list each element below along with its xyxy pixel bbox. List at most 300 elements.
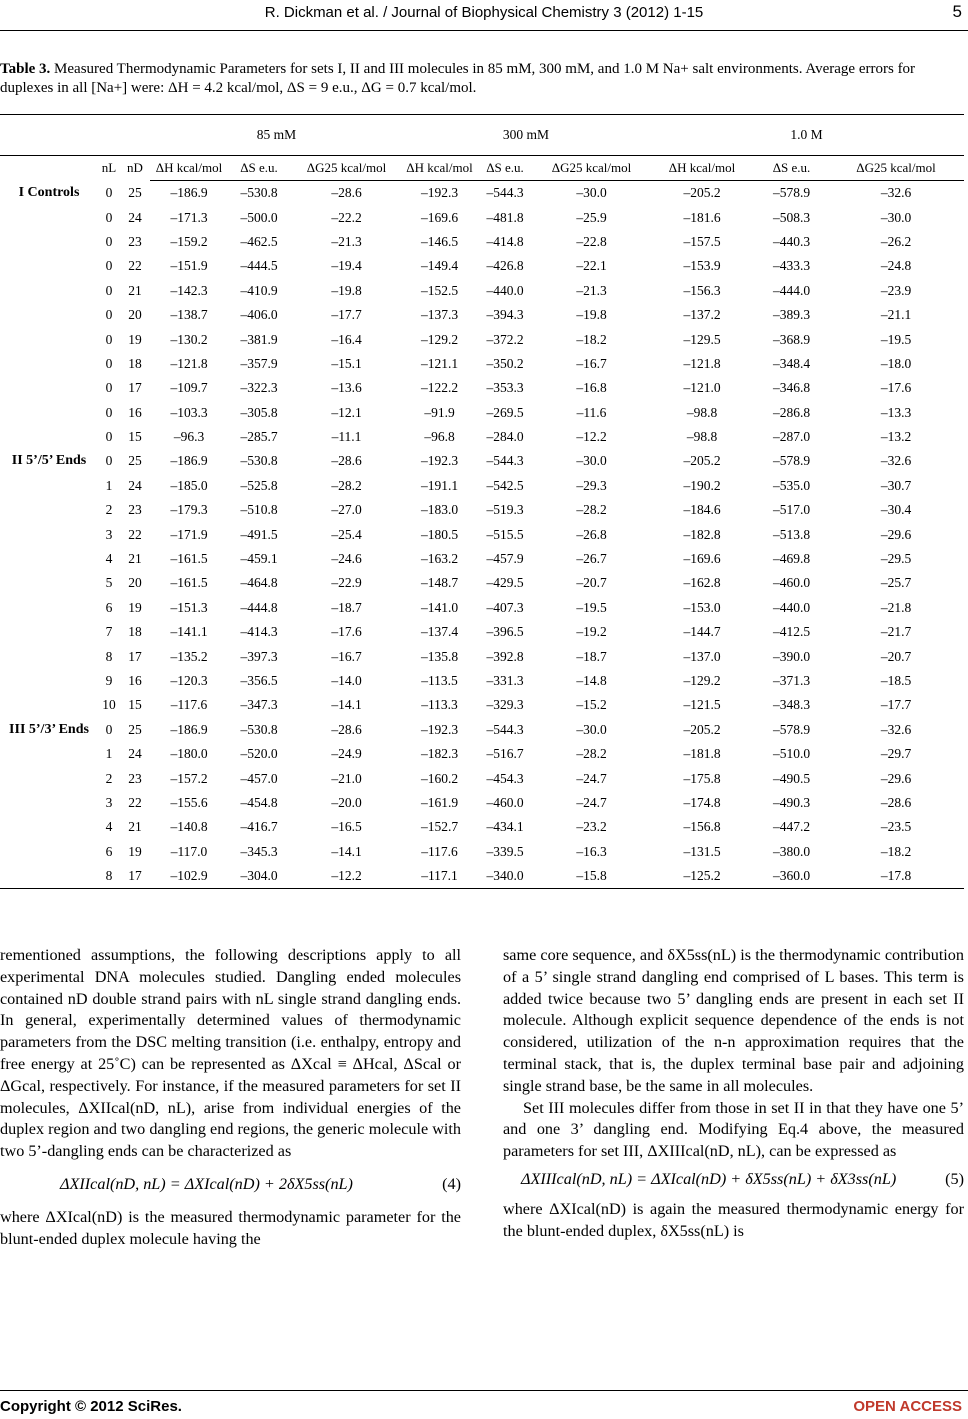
table-cell: –444.8 <box>240 599 278 615</box>
table-cell: –350.2 <box>486 355 524 371</box>
table-cell: –17.7 <box>880 697 912 713</box>
section-label-cell <box>0 376 98 400</box>
section-label-cell <box>0 815 98 839</box>
table-row <box>0 401 964 425</box>
table-cell: –434.1 <box>486 819 524 835</box>
table-cell: –125.2 <box>649 864 755 889</box>
table-row <box>0 303 964 327</box>
body-column-left <box>0 945 461 1251</box>
table-row <box>0 620 964 644</box>
table-cell: –121.8 <box>683 355 721 371</box>
table-cell: 18 <box>128 624 142 640</box>
table-cell: –25.9 <box>576 209 607 225</box>
table-cell: –120.3 <box>170 673 208 688</box>
table-cell: –19.2 <box>576 624 607 640</box>
table-cell: –192.3 <box>420 721 459 737</box>
table-cell: 8 <box>98 864 120 889</box>
table-cell: –11.1 <box>331 429 362 445</box>
table-cell: –151.3 <box>170 599 208 615</box>
table-cell: 0 <box>105 404 113 420</box>
column-header: ΔS e.u. <box>228 156 290 181</box>
section-label-cell <box>0 205 98 229</box>
table-cell: 0 <box>105 355 113 371</box>
table-cell: 18 <box>128 355 142 371</box>
table-cell: –578.9 <box>772 721 811 737</box>
table-cell: 0 <box>105 233 113 249</box>
table-cell: –19.4 <box>331 258 362 274</box>
caption-label: Table 3. <box>0 61 51 77</box>
salt-group-header: 300 mM <box>403 115 649 156</box>
table-cell: –21.3 <box>331 233 362 249</box>
table-cell: –182.3 <box>420 746 459 762</box>
table-cell: –32.6 <box>880 453 912 469</box>
table-cell: –22.8 <box>576 233 607 249</box>
paragraph: where ΔXIcal(nD) is the measured thermodynamic parameter for the blunt-ended duplex molecule having the <box>0 1207 461 1248</box>
table-cell: –444.5 <box>240 258 278 274</box>
table-cell: –129.5 <box>683 331 721 347</box>
table-cell: –578.9 <box>772 453 811 469</box>
table-cell: –444.0 <box>772 282 811 298</box>
table-cell: –148.7 <box>420 575 459 591</box>
table-cell: –24.7 <box>576 794 607 810</box>
section-label-cell <box>0 596 98 620</box>
table-cell: –16.5 <box>331 819 362 835</box>
table-cell: –185.0 <box>170 477 208 493</box>
table-row <box>0 766 964 790</box>
table-cell: 0 <box>105 721 113 737</box>
table-cell: –121.1 <box>420 355 459 371</box>
table-cell: –23.5 <box>880 819 912 835</box>
table-cell: –16.7 <box>331 648 362 664</box>
table-cell: –146.5 <box>420 233 459 249</box>
table-cell: –141.0 <box>420 599 459 615</box>
table-cell: –131.5 <box>683 843 721 859</box>
table-cell: –186.9 <box>170 185 208 201</box>
table-cell: –171.3 <box>170 209 208 225</box>
table-cell: –144.7 <box>683 624 721 640</box>
table-cell: –25.7 <box>880 575 912 591</box>
table-cell: –440.0 <box>772 599 811 615</box>
table-cell: –18.0 <box>880 355 912 371</box>
table-cell: –454.3 <box>486 770 524 786</box>
table-cell: –368.9 <box>772 331 811 347</box>
table-cell: 6 <box>105 843 113 859</box>
table-cell: 22 <box>128 526 142 542</box>
column-header: nL <box>98 156 120 181</box>
table-cell: –515.5 <box>486 526 524 542</box>
table-cell: –304.0 <box>228 864 290 889</box>
table-row <box>0 815 964 839</box>
table-row <box>0 522 964 546</box>
table-cell: 15 <box>128 697 142 713</box>
table-cell: 10 <box>102 697 116 713</box>
table-cell: –27.0 <box>331 502 362 518</box>
table-cell: –12.2 <box>290 864 403 889</box>
table-row <box>0 254 964 278</box>
table-cell: –160.2 <box>420 770 459 786</box>
salt-group-header: 1.0 M <box>649 115 964 156</box>
table-cell: –394.3 <box>486 307 524 323</box>
equation-number: (5) <box>945 1169 964 1188</box>
table-cell: –24.7 <box>576 770 607 786</box>
salt-group-header: 85 mM <box>150 115 403 156</box>
table-cell: –396.5 <box>486 624 524 640</box>
table-cell: –19.8 <box>576 307 607 323</box>
table-cell: –155.6 <box>170 794 208 810</box>
table-cell: –17.8 <box>828 864 964 889</box>
table-cell: –284.0 <box>486 429 524 445</box>
table-row <box>0 596 964 620</box>
table-cell: 19 <box>128 331 142 347</box>
equation-number: (4) <box>442 1174 461 1193</box>
table-cell: –462.5 <box>240 233 278 249</box>
table-cell: –180.5 <box>420 526 459 542</box>
table-cell: –21.8 <box>880 599 912 615</box>
table-cell: –286.8 <box>772 404 811 420</box>
table-cell: 0 <box>105 380 113 396</box>
table-cell: –13.6 <box>331 380 362 396</box>
paragraph: rementioned assumptions, the following descriptions apply to all experimental DNA molecules studied. Dangling ended molecules contained nD double strand pairs with nL single strand dangling ends. In general, experimentally determined values of thermodynamic parameters from the DSC melting transition (i.e. enthalpy, entropy and free energy at 25˚C) can be represented as ΔXcal ≡ ΔHcal, ΔScal or ΔGcal, respectively. For instance, if the measured parameters for set II molecules, ΔXIIcal(nD, nL), arise from individual energies of the duplex region and two dangling end regions, the generic molecule with two 5’-dangling ends can be characterized as <box>0 946 461 1161</box>
table-cell: –117.0 <box>170 843 208 859</box>
table-cell: 1 <box>105 477 113 493</box>
table-cell: –269.5 <box>486 404 524 420</box>
section-label-cell <box>0 327 98 351</box>
table-cell: –14.0 <box>331 673 362 688</box>
table-cell: –161.5 <box>170 551 208 567</box>
table-cell: –137.4 <box>420 624 459 640</box>
table-cell: –157.5 <box>683 233 721 249</box>
section-label-cell <box>0 864 98 889</box>
table-cell: –191.1 <box>420 477 459 493</box>
section-label-cell <box>0 254 98 278</box>
table-cell: 0 <box>105 331 113 347</box>
table-cell: 6 <box>105 599 113 615</box>
section-label-cell <box>0 620 98 644</box>
table-cell: –117.6 <box>421 843 458 859</box>
table-cell: –16.4 <box>331 331 362 347</box>
table-cell: –519.3 <box>486 502 524 518</box>
table-cell: –152.7 <box>420 819 459 835</box>
table-cell: –530.8 <box>240 721 278 737</box>
section-label-cell <box>0 425 98 449</box>
table-cell: –91.9 <box>424 404 455 420</box>
table-cell: –135.2 <box>170 648 208 664</box>
section-label-cell <box>0 303 98 327</box>
equation-text: ΔXIIcal(nD, nL) = ΔXIcal(nD) + 2δX5ss(nL) <box>60 1174 353 1193</box>
table-cell: –137.3 <box>420 307 459 323</box>
table-cell: –530.8 <box>240 185 278 201</box>
table-cell: –30.7 <box>880 477 912 493</box>
section-label-cell <box>0 474 98 498</box>
table-cell: –544.3 <box>486 453 524 469</box>
section-label-cell <box>0 352 98 376</box>
table-cell: –17.7 <box>331 307 362 323</box>
table-cell: 0 <box>105 282 113 298</box>
table-caption <box>0 60 964 98</box>
header-rule <box>0 30 968 31</box>
table-cell: 24 <box>128 209 142 225</box>
table-cell: –381.9 <box>240 331 278 347</box>
table-cell: –26.7 <box>576 551 607 567</box>
table-cell: –20.7 <box>880 648 912 664</box>
table-cell: –339.5 <box>486 843 524 859</box>
table-cell: 25 <box>128 721 142 737</box>
table-cell: –331.3 <box>486 673 524 688</box>
table-cell: –16.8 <box>576 380 607 396</box>
table-row <box>0 693 964 717</box>
table-cell: –500.0 <box>240 209 278 225</box>
table-cell: –340.0 <box>476 864 534 889</box>
section-label: II 5’/5’ Ends <box>11 453 87 469</box>
table-cell: 0 <box>105 429 113 445</box>
table-row <box>0 742 964 766</box>
table-cell: –23.9 <box>880 282 912 298</box>
section-label: III 5’/3’ Ends <box>9 721 89 737</box>
table-row <box>0 840 964 864</box>
table-cell: –24.9 <box>331 746 362 762</box>
table-cell: –440.3 <box>772 233 811 249</box>
table-cell: –129.2 <box>683 673 721 688</box>
table-cell: –29.3 <box>576 477 607 493</box>
table-cell: –138.7 <box>170 307 208 323</box>
table-row <box>0 449 964 473</box>
table-cell: –17.6 <box>880 380 912 396</box>
table-cell: 19 <box>128 843 142 859</box>
table-cell: –161.5 <box>170 575 208 591</box>
table-cell: –153.9 <box>683 258 721 274</box>
table-cell: –21.1 <box>880 307 912 323</box>
body-column-right <box>503 945 964 1243</box>
table-row <box>0 474 964 498</box>
table-cell: –182.8 <box>683 526 721 542</box>
table-cell: –205.2 <box>683 721 721 737</box>
section-label-cell <box>0 840 98 864</box>
table-cell: –429.5 <box>486 575 524 591</box>
table-cell: 0 <box>105 184 113 200</box>
table-cell: –19.5 <box>576 599 607 615</box>
table-cell: –460.0 <box>486 794 524 810</box>
table-cell: –12.2 <box>576 429 607 445</box>
table-cell: –407.3 <box>486 599 524 615</box>
table-cell: 3 <box>105 794 113 810</box>
table-row <box>0 230 964 254</box>
table-cell: –28.2 <box>576 502 607 518</box>
table-cell: –156.3 <box>683 282 721 298</box>
table-cell: –30.0 <box>880 209 912 225</box>
table-cell: 23 <box>128 233 142 249</box>
table-cell: –530.8 <box>240 453 278 469</box>
table-cell: –535.0 <box>772 477 811 493</box>
table-cell: –162.8 <box>683 575 721 591</box>
table-cell: 0 <box>105 209 113 225</box>
table-cell: –447.2 <box>772 819 811 835</box>
table-cell: –348.3 <box>772 697 811 713</box>
table-cell: 0 <box>105 453 113 469</box>
table-cell: 16 <box>128 404 142 420</box>
table-cell: –156.8 <box>683 819 721 835</box>
table-cell: –360.0 <box>755 864 828 889</box>
table-cell: –192.3 <box>420 453 459 469</box>
table-row <box>0 352 964 376</box>
table-cell: –347.3 <box>240 697 278 713</box>
table-cell: 2 <box>105 770 113 786</box>
table-cell: 20 <box>128 307 142 323</box>
table-cell: –345.3 <box>240 843 278 859</box>
section-label-cell <box>0 498 98 522</box>
table-cell: 3 <box>105 526 113 542</box>
table-cell: –113.3 <box>421 697 458 713</box>
table-cell: –510.0 <box>772 746 811 762</box>
table-cell: –30.0 <box>576 185 607 201</box>
table-cell: 23 <box>128 502 142 518</box>
table-cell: 4 <box>105 819 113 835</box>
table-row <box>0 498 964 522</box>
table-cell: –141.1 <box>170 624 208 640</box>
table-cell: –181.6 <box>683 209 721 225</box>
table-cell: –414.8 <box>486 233 524 249</box>
table-cell: –96.3 <box>173 429 205 445</box>
table-cell: –175.8 <box>683 770 721 786</box>
column-header: ΔG25 kcal/mol <box>534 156 649 181</box>
table-cell: –490.5 <box>772 770 811 786</box>
table-cell: –18.7 <box>331 599 362 615</box>
table-cell: –371.3 <box>772 673 811 688</box>
table-cell: –12.1 <box>331 404 362 420</box>
equation-5 <box>503 1163 964 1199</box>
table-cell: –180.0 <box>170 746 208 762</box>
table-cell: –16.7 <box>576 355 607 371</box>
table-cell: –130.2 <box>170 331 208 347</box>
table-cell: –20.7 <box>576 575 607 591</box>
table-row <box>0 791 964 815</box>
section-label-cell <box>0 766 98 790</box>
table-cell: –171.9 <box>170 526 208 542</box>
table-cell: –29.6 <box>880 526 912 542</box>
table-cell: –96.8 <box>424 429 455 445</box>
table-cell: –137.2 <box>683 307 721 323</box>
table-row <box>0 644 964 668</box>
table-cell: –140.8 <box>170 819 208 835</box>
column-header: ΔH kcal/mol <box>403 156 476 181</box>
table-cell: –11.6 <box>576 404 607 420</box>
table-row <box>0 376 964 400</box>
table-cell: –481.8 <box>486 209 524 225</box>
table-cell: 24 <box>128 477 142 493</box>
table-cell: 15 <box>128 429 142 445</box>
thermo-table <box>0 114 964 889</box>
table-cell: –508.3 <box>772 209 811 225</box>
table-cell: –23.2 <box>576 819 607 835</box>
equation-text: ΔXIIIcal(nD, nL) = ΔXIcal(nD) + δX5ss(nL) + δX3ss(nL) <box>521 1169 897 1188</box>
table-cell: –121.0 <box>683 380 721 396</box>
table-cell: –457.0 <box>240 770 278 786</box>
table-cell: –287.0 <box>772 429 811 445</box>
table-cell: –113.5 <box>421 673 458 688</box>
section-label-cell <box>0 742 98 766</box>
table-cell: –16.3 <box>576 843 607 859</box>
table-cell: –353.3 <box>486 380 524 396</box>
table-cell: –15.8 <box>534 864 649 889</box>
table-cell: –174.8 <box>683 794 721 810</box>
table-cell: –159.2 <box>170 233 208 249</box>
table-cell: –163.2 <box>420 551 459 567</box>
table-cell: –389.3 <box>772 307 811 323</box>
table-cell: –348.4 <box>772 355 811 371</box>
table-cell: 4 <box>105 551 113 567</box>
table-cell: –426.8 <box>486 258 524 274</box>
table-cell: 17 <box>128 648 142 664</box>
section-label-cell <box>0 669 98 693</box>
table-cell: –14.8 <box>576 673 607 688</box>
table-cell: –357.9 <box>240 355 278 371</box>
paragraph: Set III molecules differ from those in set II in that they have one 5’ and one 3’ dangling end. Modifying Eq.4 above, the measured parameters for set III, ΔXIIIcal(nD, nL), can be expressed as <box>503 1098 964 1161</box>
table-cell: 5 <box>105 575 113 591</box>
table-row <box>0 181 964 206</box>
table-cell: –117.1 <box>403 864 476 889</box>
table-cell: –20.0 <box>331 794 362 810</box>
table-cell: –17.6 <box>331 624 362 640</box>
paragraph: same core sequence, and δX5ss(nL) is the thermodynamic contribution of a 5’ single strand dangling end comprised of L bases. This term is added twice because two 5’ dangling ends are present in each set II molecule. Although explicit sequence dependence of the ends is not considered, utilization of the n-n approximation requires that the terminal stack, that is, the duplex terminal base pair and adjoining single strand base, be the same in all molecules. <box>503 946 964 1095</box>
table-cell: –490.3 <box>772 794 811 810</box>
table-cell: –179.3 <box>170 502 208 518</box>
table-cell: –469.8 <box>772 551 811 567</box>
table-cell: –15.2 <box>576 697 607 713</box>
table-cell: –491.5 <box>240 526 278 542</box>
table-cell: –28.6 <box>331 453 362 469</box>
table-cell: –440.0 <box>486 282 524 298</box>
table-cell: 21 <box>128 282 142 298</box>
table-cell: –433.3 <box>772 258 811 274</box>
caption-text: Measured Thermodynamic Parameters for sets I, II and III molecules in 85 mM, 300 mM, and 1.0 M Na+ salt environments. Average errors for duplexes in all [Na+] were: ΔH = 4.2 kcal/mol, ΔS = 9 e.u., ΔG = 0.7 kcal/mol. <box>0 61 916 96</box>
table-cell: 0 <box>105 307 113 323</box>
table-cell: –464.8 <box>240 575 278 591</box>
table-cell: –356.5 <box>240 673 278 688</box>
table-cell: –24.6 <box>331 551 362 567</box>
table-cell: –98.8 <box>686 404 718 420</box>
table-cell: –28.2 <box>576 746 607 762</box>
table-cell: –22.1 <box>576 258 607 274</box>
table-cell: –121.5 <box>683 697 721 713</box>
column-header-row <box>0 156 964 181</box>
section-label-cell <box>0 644 98 668</box>
table-row <box>0 864 964 889</box>
equation-4 <box>0 1163 461 1207</box>
table-cell: –516.7 <box>486 746 524 762</box>
column-header: nD <box>120 156 150 181</box>
section-label-cell <box>0 571 98 595</box>
section-label-cell <box>0 547 98 571</box>
table-cell: –169.6 <box>683 551 721 567</box>
group-header-row <box>0 115 964 156</box>
table-cell: –517.0 <box>772 502 811 518</box>
table-cell: –122.2 <box>420 380 459 396</box>
table-cell: 22 <box>128 258 142 274</box>
table-cell: –578.9 <box>772 185 811 201</box>
table-cell: –18.2 <box>880 843 912 859</box>
table-cell: –397.3 <box>240 648 278 664</box>
table-cell: –135.8 <box>420 648 459 664</box>
table-cell: 23 <box>128 770 142 786</box>
table-cell: –151.9 <box>170 258 208 274</box>
table-cell: –29.7 <box>880 746 912 762</box>
table-cell: –542.5 <box>486 477 524 493</box>
table-cell: 16 <box>128 673 142 688</box>
table-cell: 25 <box>128 453 142 469</box>
table-cell: –32.6 <box>880 721 912 737</box>
table-cell: –525.8 <box>240 477 278 493</box>
table-cell: –18.5 <box>880 673 912 688</box>
table-cell: –459.1 <box>240 551 278 567</box>
